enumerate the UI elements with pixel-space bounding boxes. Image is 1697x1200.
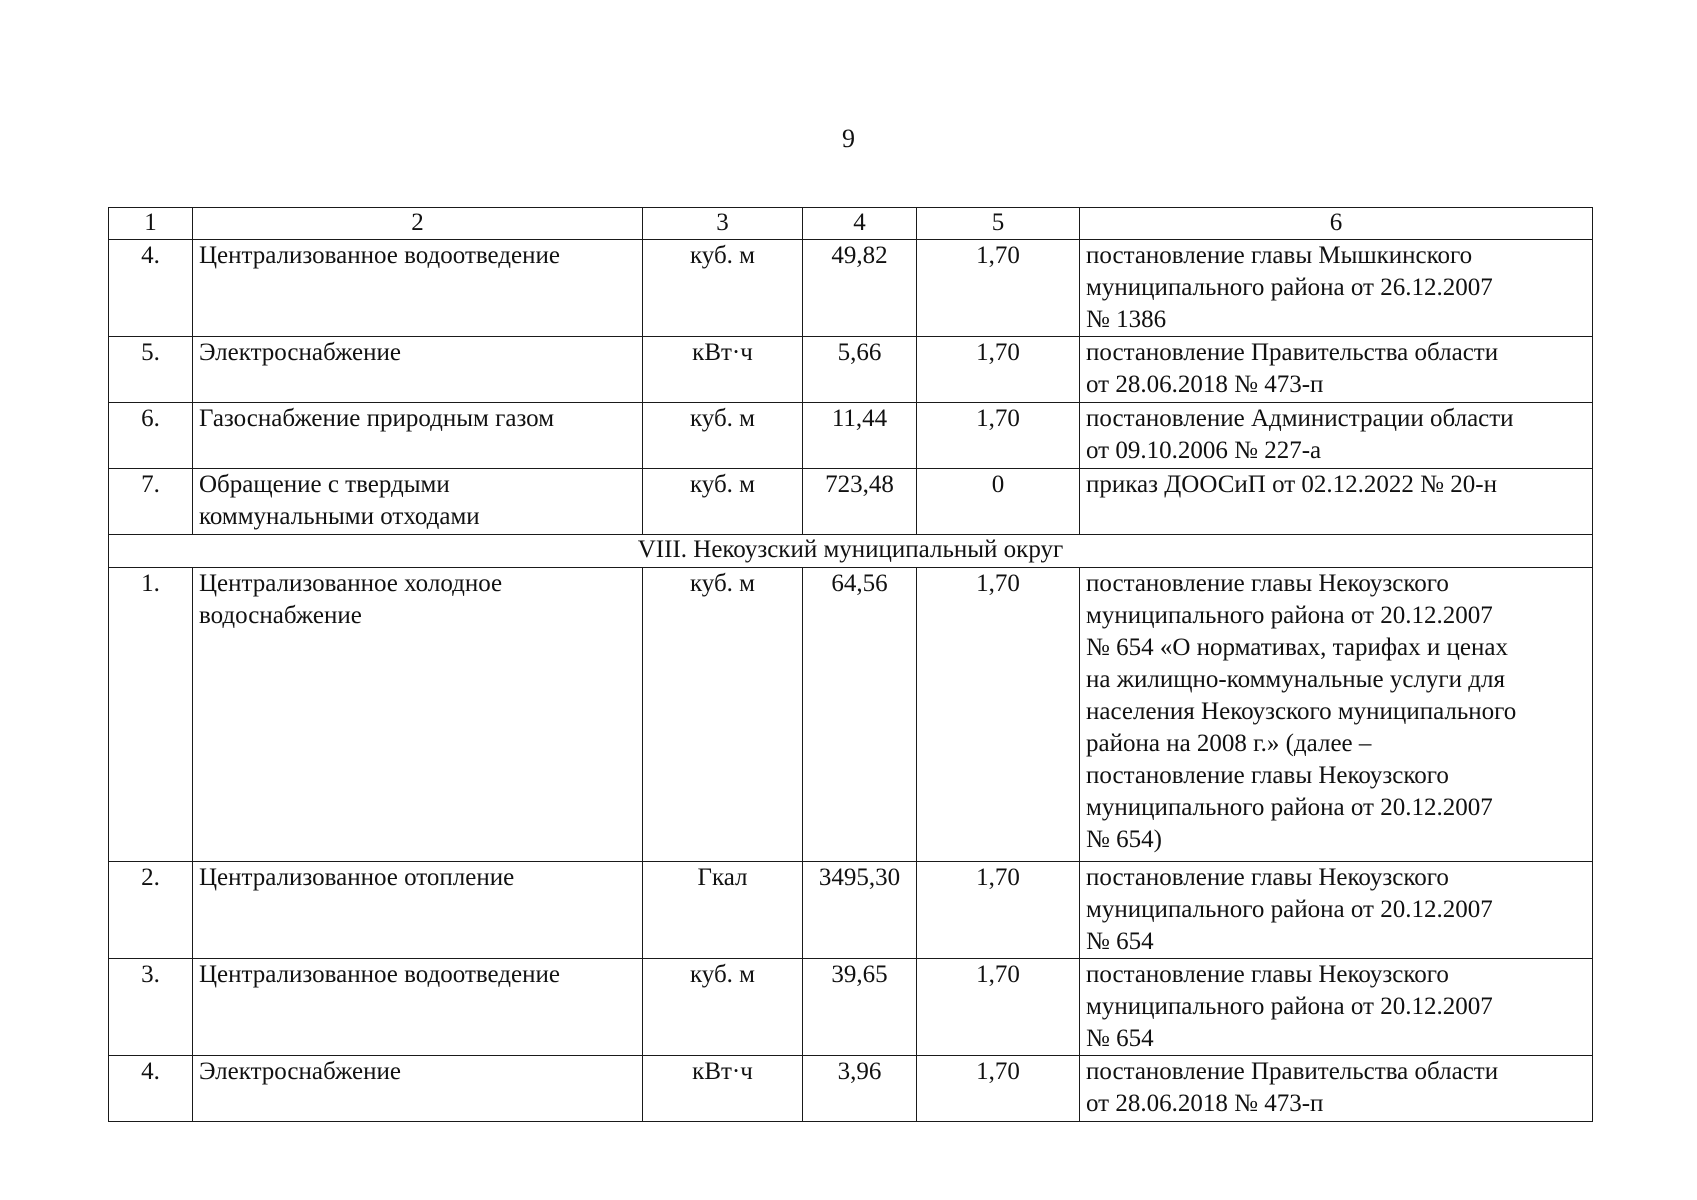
unit: Гкал [643,862,803,959]
column-number: 4 [803,208,917,240]
legal-basis: постановление главы Некоузского муниципального района от 20.12.2007 № 654 [1080,959,1593,1056]
legal-basis: постановление главы Некоузского муниципального района от 20.12.2007 № 654 «О нормативах, тарифах и ценах на жилищно-коммунальные услуги для населения Некоузского муниципального района на 2008 г.» (далее – постановление главы Некоузского муниципального района от 20.12.2007 № 654) [1080,568,1593,862]
column-number: 2 [193,208,643,240]
legal-basis: постановление Правительства области от 28.06.2018 № 473-п [1080,337,1593,403]
service-name: Обращение с твердыми коммунальными отходами [193,469,643,535]
column-number-row [109,208,1593,240]
service-name: Газоснабжение природным газом [193,403,643,469]
norm-value: 3,96 [803,1056,917,1122]
legal-basis: приказ ДООСиП от 02.12.2022 № 20-н [1080,469,1593,535]
legal-basis: постановление Администрации области от 09.10.2006 № 227-а [1080,403,1593,469]
norm-value: 64,56 [803,568,917,862]
coefficient: 1,70 [917,337,1080,403]
service-name: Централизованное водоотведение [193,959,643,1056]
unit: куб. м [643,568,803,862]
table-row [109,240,1593,337]
unit: куб. м [643,469,803,535]
table-row [109,403,1593,469]
coefficient: 1,70 [917,1056,1080,1122]
page-number: 9 [842,124,855,153]
row-number: 1. [109,568,193,862]
column-number: 3 [643,208,803,240]
norm-value: 11,44 [803,403,917,469]
row-number: 4. [109,240,193,337]
unit: куб. м [643,959,803,1056]
norm-value: 5,66 [803,337,917,403]
service-name: Централизованное холодное водоснабжение [193,568,643,862]
column-number: 5 [917,208,1080,240]
coefficient: 1,70 [917,959,1080,1056]
coefficient: 1,70 [917,403,1080,469]
legal-basis: постановление Правительства области от 28.06.2018 № 473-п [1080,1056,1593,1122]
unit: куб. м [643,403,803,469]
column-number: 6 [1080,208,1593,240]
section-row [109,535,1593,568]
service-name: Централизованное отопление [193,862,643,959]
table-row [109,1056,1593,1122]
row-number: 4. [109,1056,193,1122]
table-row [109,469,1593,535]
coefficient: 0 [917,469,1080,535]
row-number: 3. [109,959,193,1056]
column-number: 1 [109,208,193,240]
unit: кВт·ч [643,337,803,403]
norm-value: 39,65 [803,959,917,1056]
table-row [109,337,1593,403]
legal-basis: постановление главы Некоузского муниципального района от 20.12.2007 № 654 [1080,862,1593,959]
table-row [109,862,1593,959]
table-row [109,959,1593,1056]
norm-value: 49,82 [803,240,917,337]
unit: кВт·ч [643,1056,803,1122]
row-number: 2. [109,862,193,959]
service-name: Электроснабжение [193,337,643,403]
coefficient: 1,70 [917,568,1080,862]
coefficient: 1,70 [917,862,1080,959]
coefficient: 1,70 [917,240,1080,337]
legal-basis: постановление главы Мышкинского муниципального района от 26.12.2007 № 1386 [1080,240,1593,337]
table-row [109,568,1593,862]
service-name: Централизованное водоотведение [193,240,643,337]
row-number: 7. [109,469,193,535]
norm-value: 723,48 [803,469,917,535]
row-number: 5. [109,337,193,403]
row-number: 6. [109,403,193,469]
section-title: VIII. Некоузский муниципальный округ [109,535,1593,568]
norm-value: 3495,30 [803,862,917,959]
service-name: Электроснабжение [193,1056,643,1122]
tariff-table [108,207,1593,1122]
unit: куб. м [643,240,803,337]
